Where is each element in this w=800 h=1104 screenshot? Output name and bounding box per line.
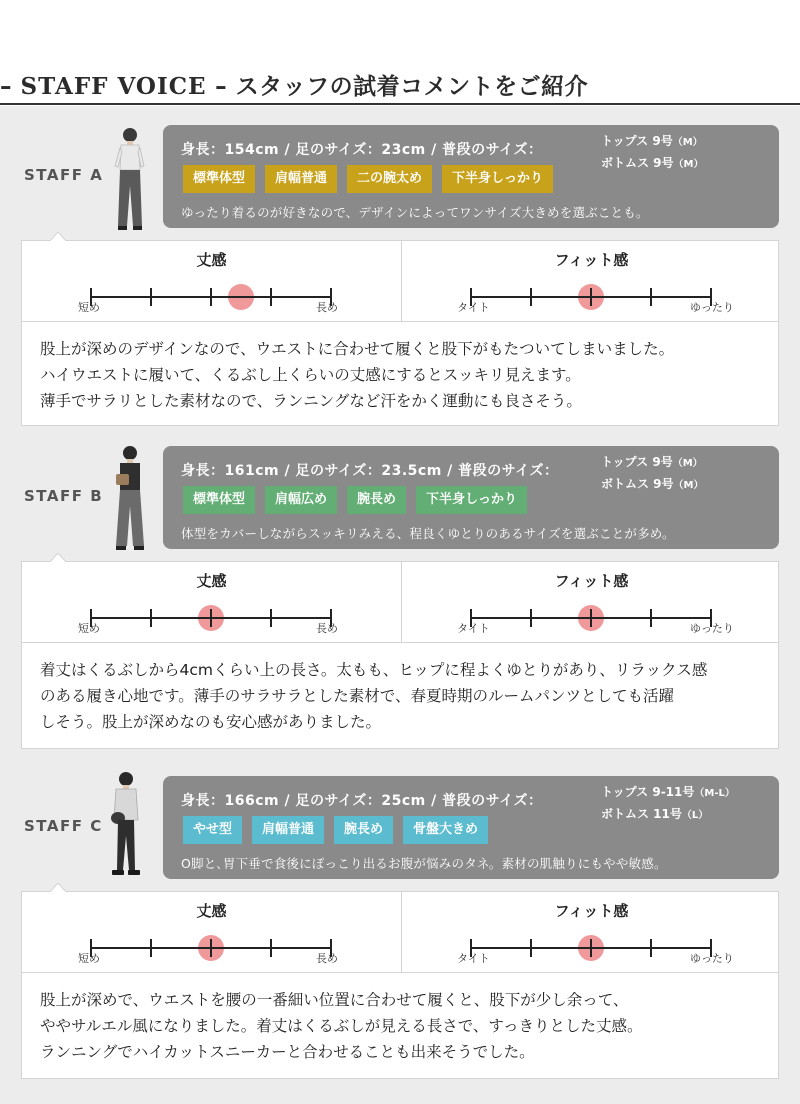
speech-notch-icon: [50, 883, 66, 892]
body-type-tag: 骨盤大きめ: [403, 816, 488, 844]
staff-comment: [21, 322, 779, 426]
fit-scale-title: フィット感: [554, 572, 629, 590]
staff-figure-icon: [106, 444, 154, 556]
staff-label: STAFF C: [24, 817, 103, 835]
length-scale: [22, 562, 401, 644]
comment-line: のある履き心地です。薄手のサラサラとした素材で、春夏時期のルームパンツとしても活躍: [40, 687, 674, 705]
comment-line: 薄手でサラリとした素材なので、ランニングなど汗をかく運動にも良さそう。: [40, 392, 582, 410]
length-high-label: 長め: [316, 952, 338, 965]
fit-low-label: タイト: [457, 301, 490, 314]
rating-scales: [21, 240, 779, 322]
fit-low-label: タイト: [457, 622, 490, 635]
tops-size: トップス 9-11号: [601, 785, 695, 799]
tops-size-code: （M-L）: [694, 788, 735, 799]
fit-scale: [402, 241, 781, 323]
comment-line: ハイウエストに履いて、くるぶし上くらいの丈感にするとスッキリ見えます。: [40, 366, 581, 384]
title-ja: スタッフの試着コメントをご紹介: [235, 74, 589, 100]
tops-size: トップス 9号: [601, 134, 673, 148]
fit-high-label: ゆったり: [690, 301, 734, 314]
comment-line: しそう。股上が深めなのも安心感がありました。: [40, 713, 382, 731]
staff-note: O脚と､胃下垂で食後にぽっこり出るお腹が悩みのタネ。素材の肌触りにもやや敏感。: [181, 856, 667, 871]
bottoms-size-code: （M）: [673, 480, 704, 491]
body-type-tag: 肩幅広め: [265, 486, 337, 514]
fit-scale-title: フィット感: [554, 251, 629, 269]
comment-line: 着丈はくるぶしから4cmくらい上の長さ。太もも、ヒップに程よくゆとりがあり、リラックス感: [40, 661, 708, 679]
body-type-tag: 肩幅普通: [265, 165, 337, 193]
body-type-tag: 肩幅普通: [252, 816, 324, 844]
staff-comment: [21, 973, 779, 1079]
staff-label: STAFF B: [24, 487, 104, 505]
body-type-tag: 下半身しっかり: [442, 165, 553, 193]
body-type-tag: 下半身しっかり: [416, 486, 527, 514]
staff-measurements: 身長：161cm / 足のサイズ：23.5cm / 普段のサイズ：: [181, 463, 559, 479]
title-separator: –: [206, 74, 236, 100]
length-scale-title: 丈感: [196, 572, 227, 590]
staff-info-box: [163, 446, 779, 549]
usual-sizes: [601, 782, 735, 826]
staff-note: 体型をカバーしながらスッキリみえる、程良くゆとりのあるサイズを選ぶことが多め。: [181, 526, 675, 541]
body-type-tag: 腕長め: [347, 486, 406, 514]
length-high-label: 長め: [316, 622, 338, 635]
usual-sizes: [601, 452, 703, 496]
length-scale: [22, 241, 401, 323]
fit-low-label: タイト: [457, 952, 490, 965]
length-scale: [22, 892, 401, 974]
body-type-tags: [183, 816, 488, 844]
header-underline: [0, 103, 800, 105]
body-type-tag: 腕長め: [334, 816, 393, 844]
body-type-tag: 標準体型: [183, 486, 255, 514]
staff-info-box: [163, 776, 779, 879]
bottoms-size-code: （M）: [673, 159, 704, 170]
staff-note: ゆったり着るのが好きなので、デザインによってワンサイズ大きめを選ぶことも。: [181, 205, 649, 220]
bottoms-size: ボトムス 9号: [601, 156, 674, 170]
speech-notch-icon: [50, 553, 66, 562]
body-type-tag: 標準体型: [183, 165, 255, 193]
tops-size: トップス 9号: [601, 455, 673, 469]
comment-line: ややサルエル風になりました。着丈はくるぶしが見える長さで、すっきりとした丈感。: [40, 1017, 643, 1035]
title-en: STAFF VOICE: [20, 73, 207, 100]
staff-figure-icon: [104, 770, 152, 882]
section-title: [0, 68, 588, 101]
rating-scales: [21, 891, 779, 973]
fit-scale-title: フィット感: [554, 902, 629, 920]
tops-size-code: （M）: [672, 458, 703, 469]
fit-high-label: ゆったり: [690, 622, 734, 635]
rating-scales: [21, 561, 779, 643]
staff-comment: [21, 643, 779, 749]
comment-line: 股上が深めのデザインなので、ウエストに合わせて履くと股下がもたついてしまいました。: [40, 340, 675, 358]
bottoms-size: ボトムス 9号: [601, 477, 674, 491]
body-type-tag: 二の腕太め: [347, 165, 432, 193]
fit-scale: [402, 892, 781, 974]
staff-measurements: 身長：154cm / 足のサイズ：23cm / 普段のサイズ：: [181, 142, 543, 158]
staff-info-box: [163, 125, 779, 228]
fit-high-label: ゆったり: [690, 952, 734, 965]
title-prefix: –: [0, 74, 21, 100]
length-scale-title: 丈感: [196, 902, 227, 920]
body-type-tags: [183, 165, 553, 193]
comment-line: ランニングでハイカットスニーカーと合わせることも出来そうでした。: [40, 1043, 535, 1061]
length-low-label: 短め: [78, 622, 100, 635]
length-low-label: 短め: [78, 952, 100, 965]
bottoms-size: ボトムス 11号: [601, 807, 682, 821]
bottoms-size-code: （L）: [681, 810, 709, 821]
length-low-label: 短め: [78, 301, 100, 314]
tops-size-code: （M）: [672, 137, 703, 148]
length-scale-title: 丈感: [196, 251, 227, 269]
staff-label: STAFF A: [24, 166, 104, 184]
section-header: [0, 60, 800, 106]
comment-line: 股上が深めで、ウエストを腰の一番細い位置に合わせて履くと、股下が少し余って、: [40, 991, 629, 1009]
body-type-tag: やせ型: [183, 816, 242, 844]
staff-figure-icon: [106, 126, 154, 238]
staff-measurements: 身長：166cm / 足のサイズ：25cm / 普段のサイズ：: [181, 793, 543, 809]
body-type-tags: [183, 486, 527, 514]
fit-scale: [402, 562, 781, 644]
speech-notch-icon: [50, 232, 66, 241]
usual-sizes: [601, 131, 703, 175]
length-high-label: 長め: [316, 301, 338, 314]
